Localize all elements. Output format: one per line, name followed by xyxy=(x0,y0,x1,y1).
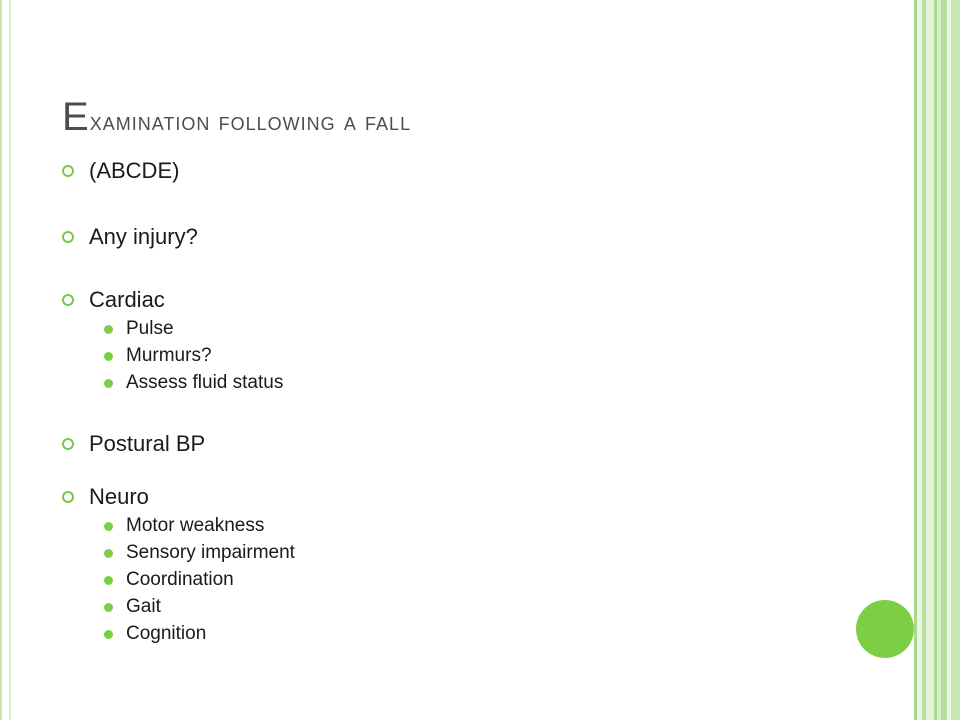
left-border-strip-inner xyxy=(9,0,11,720)
title-first-letter: E xyxy=(62,95,90,139)
decorative-green-circle xyxy=(856,600,914,658)
sub-bullet-text: Assess fluid status xyxy=(126,372,284,393)
left-border-strip xyxy=(0,0,2,720)
dot-bullet-icon xyxy=(104,522,113,531)
stripe xyxy=(951,0,960,720)
dot-bullet-icon xyxy=(104,576,113,585)
dot-bullet-icon xyxy=(104,379,113,388)
sub-bullet-item xyxy=(62,315,842,342)
sub-bullet-item xyxy=(62,593,842,620)
sub-bullet-text: Sensory impairment xyxy=(126,542,295,563)
sub-bullet-text: Cognition xyxy=(126,623,207,644)
title-rest: xamination following a fall xyxy=(89,106,412,136)
sub-bullet-text: Motor weakness xyxy=(126,515,265,536)
slide-title xyxy=(62,97,411,137)
dot-bullet-icon xyxy=(104,325,113,334)
sub-bullet-item xyxy=(62,512,842,539)
right-decorative-stripes xyxy=(914,0,960,720)
sub-bullet-text: Coordination xyxy=(126,569,234,590)
sub-bullet-text: Gait xyxy=(126,596,161,617)
bullet-text: Neuro xyxy=(89,484,149,509)
bullet-text: Cardiac xyxy=(89,287,165,312)
bullet-text: (ABCDE) xyxy=(89,158,180,183)
ring-bullet-icon xyxy=(62,491,74,503)
bullet-item xyxy=(62,285,842,396)
bullet-item xyxy=(62,482,842,647)
ring-bullet-icon xyxy=(62,231,74,243)
sub-bullet-list xyxy=(62,315,842,396)
ring-bullet-icon xyxy=(62,294,74,306)
sub-bullet-item xyxy=(62,620,842,647)
dot-bullet-icon xyxy=(104,549,113,558)
bullet-item xyxy=(62,222,842,252)
bullet-item xyxy=(62,429,842,459)
bullet-item xyxy=(62,156,842,186)
sub-bullet-text: Pulse xyxy=(126,318,174,339)
bullet-text: Postural BP xyxy=(89,431,206,456)
dot-bullet-icon xyxy=(104,352,113,361)
slide-content xyxy=(62,156,842,647)
ring-bullet-icon xyxy=(62,165,74,177)
sub-bullet-list xyxy=(62,512,842,647)
sub-bullet-item xyxy=(62,369,842,396)
ring-bullet-icon xyxy=(62,438,74,450)
dot-bullet-icon xyxy=(104,630,113,639)
bullet-list xyxy=(62,156,842,647)
sub-bullet-item xyxy=(62,539,842,566)
sub-bullet-item xyxy=(62,342,842,369)
stripe xyxy=(926,0,934,720)
dot-bullet-icon xyxy=(104,603,113,612)
sub-bullet-text: Murmurs? xyxy=(126,345,212,366)
bullet-text: Any injury? xyxy=(89,224,198,249)
sub-bullet-item xyxy=(62,566,842,593)
